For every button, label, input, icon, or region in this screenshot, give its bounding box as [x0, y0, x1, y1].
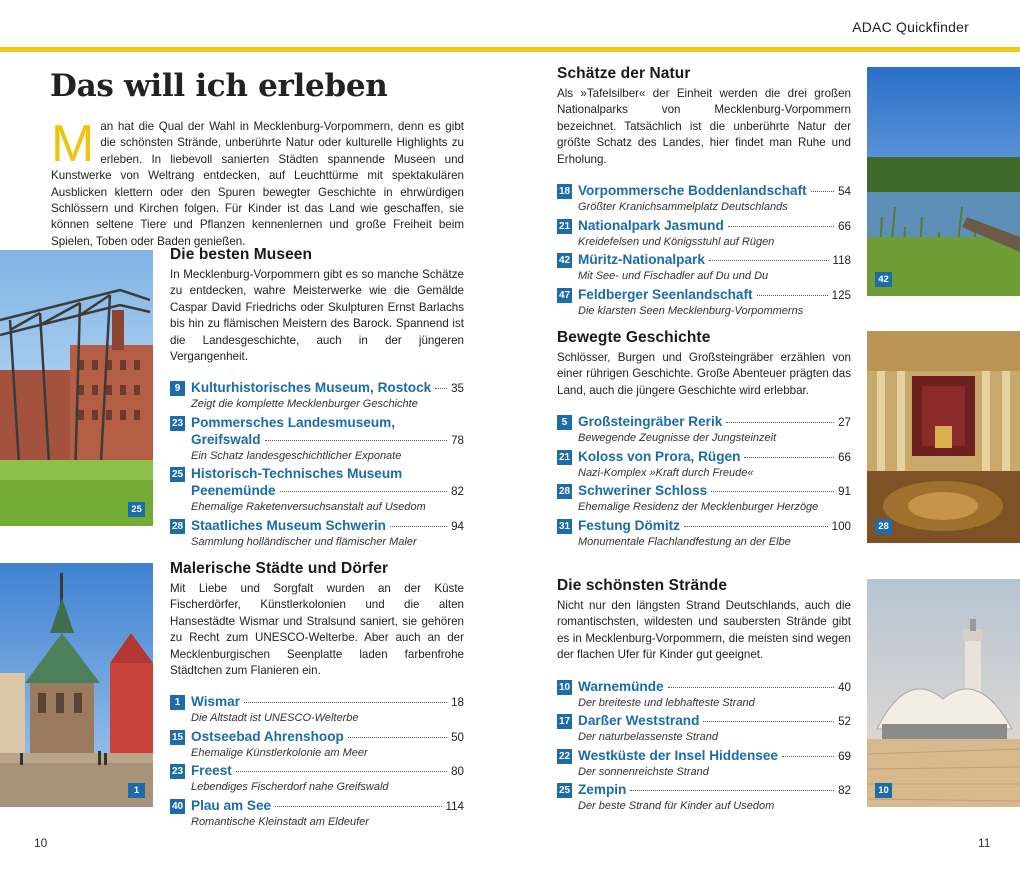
section-natur	[557, 65, 851, 320]
header-rule	[0, 47, 1020, 52]
section-description: Schlösser, Burgen und Großsteingräber erzählen von einer rührigen Geschichte. Große Abenteuer prägten das Land, auch die jüngere Geschichte wird erlebbar.	[557, 351, 851, 397]
number-badge: 21	[558, 451, 571, 463]
photo-badge: 28	[875, 519, 892, 534]
page-number: 40	[838, 680, 851, 694]
number-badge: 25	[171, 469, 184, 481]
beach-photo	[867, 579, 1020, 807]
leader-dots	[757, 295, 828, 296]
page-number: 118	[832, 254, 851, 268]
number-badge: 25	[558, 785, 571, 797]
entry-name[interactable]: Staatliches Museum Schwerin	[191, 517, 386, 533]
leader-dots	[782, 756, 834, 757]
leader-dots	[709, 260, 829, 261]
entry-subtitle: Lebendiges Fischerdorf nahe Greifswald	[191, 781, 389, 794]
entry-subtitle: Ehemalige Raketenversuchsanstalt auf Usedom	[191, 501, 426, 514]
entry-list	[170, 693, 464, 830]
dropcap: M	[51, 115, 95, 173]
list-item[interactable]	[557, 712, 851, 746]
leader-dots	[630, 790, 834, 791]
page-number: 18	[451, 696, 464, 710]
number-badge: 28	[171, 520, 184, 532]
leader-dots	[744, 457, 834, 458]
page-number: 69	[838, 749, 851, 763]
entry-name[interactable]: Festung Dömitz	[578, 517, 680, 533]
entry-name[interactable]: Kulturhistorisches Museum, Rostock	[191, 380, 432, 396]
page-number: 91	[838, 485, 851, 499]
page-number-left: 10	[34, 836, 48, 850]
page-number: 27	[838, 416, 851, 430]
leader-dots	[728, 226, 834, 227]
photo-badge: 25	[128, 502, 145, 517]
entry-subtitle: Die Altstadt ist UNESCO-Welterbe	[191, 712, 359, 725]
list-item[interactable]	[170, 762, 464, 796]
leader-dots	[348, 737, 447, 738]
list-item[interactable]	[557, 482, 851, 516]
header-label: ADAC Quickfinder	[852, 19, 969, 35]
number-badge: 21	[558, 220, 571, 232]
list-item[interactable]	[557, 182, 851, 216]
list-item[interactable]	[170, 693, 464, 727]
entry-name[interactable]: Wismar	[191, 694, 240, 710]
photo-badge: 10	[875, 783, 892, 798]
entry-subtitle: Monumentale Flachlandfestung an der Elbe	[578, 535, 791, 548]
entry-subtitle: Ehemalige Künstlerkolonie am Meer	[191, 746, 368, 759]
page-number: 100	[831, 519, 851, 533]
list-item[interactable]	[170, 414, 464, 465]
section-description: Mit Liebe und Sorgfalt wurden an der Küste Fischerdörfer, Künstlerkolonien und die alten Hansestädte Wismar und Stralsund saniert, sie gehören zu Recht zum UNESCO-Welterbe. Aber auch an der Mecklenburgischen Seenplatte laden farbenfrohe Städtchen zum Flanieren ein.	[170, 582, 464, 678]
leader-dots	[711, 491, 834, 492]
number-badge: 28	[558, 486, 571, 498]
section-title: Malerische Städte und Dörfer	[170, 560, 389, 577]
number-badge: 40	[171, 800, 184, 812]
leader-dots	[390, 526, 447, 527]
entry-subtitle: Der beste Strand für Kinder auf Usedom	[578, 800, 775, 813]
entry-list	[557, 182, 851, 319]
list-item[interactable]	[557, 251, 851, 285]
leader-dots	[811, 191, 834, 192]
entry-name[interactable]: Warnemünde	[578, 678, 664, 694]
entry-name[interactable]: Westküste der Insel Hiddensee	[578, 747, 778, 763]
town-photo	[0, 563, 153, 807]
entry-subtitle: Bewegende Zeugnisse der Jungsteinzeit	[578, 432, 777, 445]
leader-dots	[726, 422, 834, 423]
number-badge: 23	[171, 766, 184, 778]
number-badge: 47	[558, 289, 571, 301]
list-item[interactable]	[557, 217, 851, 251]
number-badge: 10	[558, 681, 571, 693]
entry-name[interactable]: Peenemünde	[191, 483, 276, 499]
entry-name-line1[interactable]: Pommersches Landesmuseum,	[191, 414, 395, 430]
list-item[interactable]	[170, 728, 464, 762]
number-badge: 22	[558, 750, 571, 762]
entry-subtitle: Der naturbelassenste Strand	[578, 731, 719, 744]
page-title: Das will ich erleben	[50, 68, 388, 104]
entry-list	[170, 379, 464, 550]
entry-subtitle: Größter Kranichsammelplatz Deutschlands	[578, 201, 788, 214]
leader-dots	[236, 771, 447, 772]
number-badge: 15	[171, 731, 184, 743]
entry-name[interactable]: Feldberger Seenlandschaft	[578, 286, 753, 302]
list-item[interactable]	[170, 797, 464, 831]
photo-badge: 42	[875, 272, 892, 287]
section-straende	[557, 577, 851, 816]
entry-name[interactable]: Zempin	[578, 782, 627, 798]
entry-list	[557, 413, 851, 550]
list-item[interactable]	[557, 448, 851, 482]
list-item[interactable]	[557, 678, 851, 712]
section-title: Bewegte Geschichte	[557, 329, 711, 346]
section-title: Die schönsten Strände	[557, 577, 728, 594]
entry-subtitle: Sammlung holländischer und flämischer Maler	[191, 535, 417, 548]
entry-subtitle: Ehemalige Residenz der Mecklenburger Herzöge	[578, 501, 819, 514]
page-number: 80	[451, 765, 464, 779]
page-number: 125	[831, 288, 851, 302]
section-staedte	[170, 560, 464, 831]
list-item[interactable]	[170, 379, 464, 413]
list-item[interactable]	[557, 781, 851, 815]
entry-name[interactable]: Koloss von Prora, Rügen	[578, 448, 741, 464]
leader-dots	[275, 806, 441, 807]
leader-dots	[244, 702, 447, 703]
entry-subtitle: Nazi-Komplex »Kraft durch Freude«	[578, 466, 754, 479]
entry-name[interactable]: Greifswald	[191, 431, 261, 447]
section-title: Schätze der Natur	[557, 65, 691, 82]
section-description: In Mecklenburg-Vorpommern gibt es so manche Schätze zu entdecken, wahre Meisterwerke wie die Gemälde Caspar David Friedrichs oder Skulpturen Ernst Barlachs bis hin zu flämischen Meistern des Barock. Spannend ist die Landesgeschichte, auch in der jüngeren Vergangenheit.	[170, 268, 464, 364]
page-number: 66	[838, 450, 851, 464]
page-number: 35	[451, 382, 464, 396]
entry-name[interactable]: Darßer Weststrand	[578, 713, 700, 729]
leader-dots	[280, 491, 447, 492]
leader-dots	[435, 388, 447, 389]
entry-name[interactable]: Freest	[191, 763, 232, 779]
number-badge: 1	[170, 695, 185, 710]
entry-list	[557, 678, 851, 815]
entry-subtitle: Kreidefelsen und Königsstuhl auf Rügen	[578, 235, 775, 248]
museum-photo	[0, 250, 153, 526]
entry-subtitle: Romantische Kleinstadt am Eldeufer	[191, 815, 369, 828]
photo-badge: 1	[128, 783, 145, 798]
page-number: 66	[838, 219, 851, 233]
leader-dots	[668, 687, 834, 688]
entry-name[interactable]: Ostseebad Ahrenshoop	[191, 728, 344, 744]
section-title: Die besten Museen	[170, 246, 313, 263]
intro-paragraph	[51, 115, 464, 250]
entry-subtitle: Ein Schatz landesgeschichtlicher Exponate	[191, 449, 402, 462]
entry-subtitle: Zeigt die komplette Mecklenburger Geschichte	[191, 398, 418, 411]
page-number: 54	[838, 185, 851, 199]
list-item[interactable]	[170, 465, 464, 516]
entry-name[interactable]: Vorpommersche Boddenlandschaft	[578, 183, 807, 199]
list-item[interactable]	[557, 517, 851, 551]
list-item[interactable]	[557, 747, 851, 781]
page-number: 52	[838, 715, 851, 729]
number-badge: 17	[558, 716, 571, 728]
page-number: 82	[451, 485, 464, 499]
castle-photo	[867, 331, 1020, 543]
number-badge: 31	[558, 520, 571, 532]
intro-text: an hat die Qual der Wahl in Mecklenburg-Vorpommern, denn es gibt die schönsten Strände, unberührte Natur oder kulturelle Highlights zu erleben. In liebevoll sanierten Städten spannende Museen und Kunstwerke von Weltrang entdecken, auf Leuchttürme mit spektakulären Ausblicken klettern oder den Spuren bewegter Geschichte in ehrwürdigen Schlössern und Kirchen folgen. Für Kinder ist das Land wie geschaffen, sie können seltene Tiere und Pflanzen kennenlernen und große Freiheit beim Spielen, Toben oder Baden genießen.	[51, 120, 464, 248]
section-description: Nicht nur den längsten Strand Deutschlands, auch die romantischsten, wildesten und saubersten Strände gibt es in Mecklenburg-Vorpommern, die meisten sind wegen der flachen Ufer für Kinder gut geeignet.	[557, 599, 851, 662]
leader-dots	[703, 721, 834, 722]
page-number: 78	[451, 433, 464, 447]
list-item[interactable]	[557, 413, 851, 447]
page-number: 114	[445, 799, 464, 813]
page-number: 82	[838, 784, 851, 798]
page-number: 50	[451, 730, 464, 744]
number-badge: 18	[558, 186, 571, 198]
entry-name[interactable]: Schweriner Schloss	[578, 483, 708, 499]
entry-name-line1[interactable]: Historisch-Technisches Museum	[191, 466, 403, 482]
list-item[interactable]	[170, 517, 464, 551]
entry-name[interactable]: Müritz-Nationalpark	[578, 252, 705, 268]
list-item[interactable]	[557, 286, 851, 320]
section-geschichte	[557, 329, 851, 551]
entry-name[interactable]: Nationalpark Jasmund	[578, 217, 724, 233]
entry-name[interactable]: Plau am See	[191, 797, 272, 813]
page-number-right: 11	[978, 836, 991, 850]
entry-subtitle: Der sonnenreichste Strand	[578, 765, 709, 778]
page-number: 94	[451, 519, 464, 533]
section-museen	[170, 246, 464, 551]
nature-photo	[867, 67, 1020, 296]
leader-dots	[265, 440, 448, 441]
section-description: Als »Tafelsilber« der Einheit werden die drei großen Nationalparks von Mecklenburg-Vorpommern bezeichnet. Tatsächlich ist die unberührte Natur der größte Schatz des Landes, hier findet man Ruhe und Erholung.	[557, 87, 851, 166]
number-badge: 42	[558, 255, 571, 267]
number-badge: 9	[170, 381, 185, 396]
number-badge: 23	[171, 417, 184, 429]
leader-dots	[684, 526, 828, 527]
entry-name[interactable]: Großsteingräber Rerik	[578, 414, 723, 430]
entry-subtitle: Die klarsten Seen Mecklenburg-Vorpommerns	[578, 304, 804, 317]
entry-subtitle: Der breiteste und lebhafteste Strand	[578, 696, 755, 709]
entry-subtitle: Mit See- und Fischadler auf Du und Du	[578, 270, 769, 283]
number-badge: 5	[557, 415, 572, 430]
